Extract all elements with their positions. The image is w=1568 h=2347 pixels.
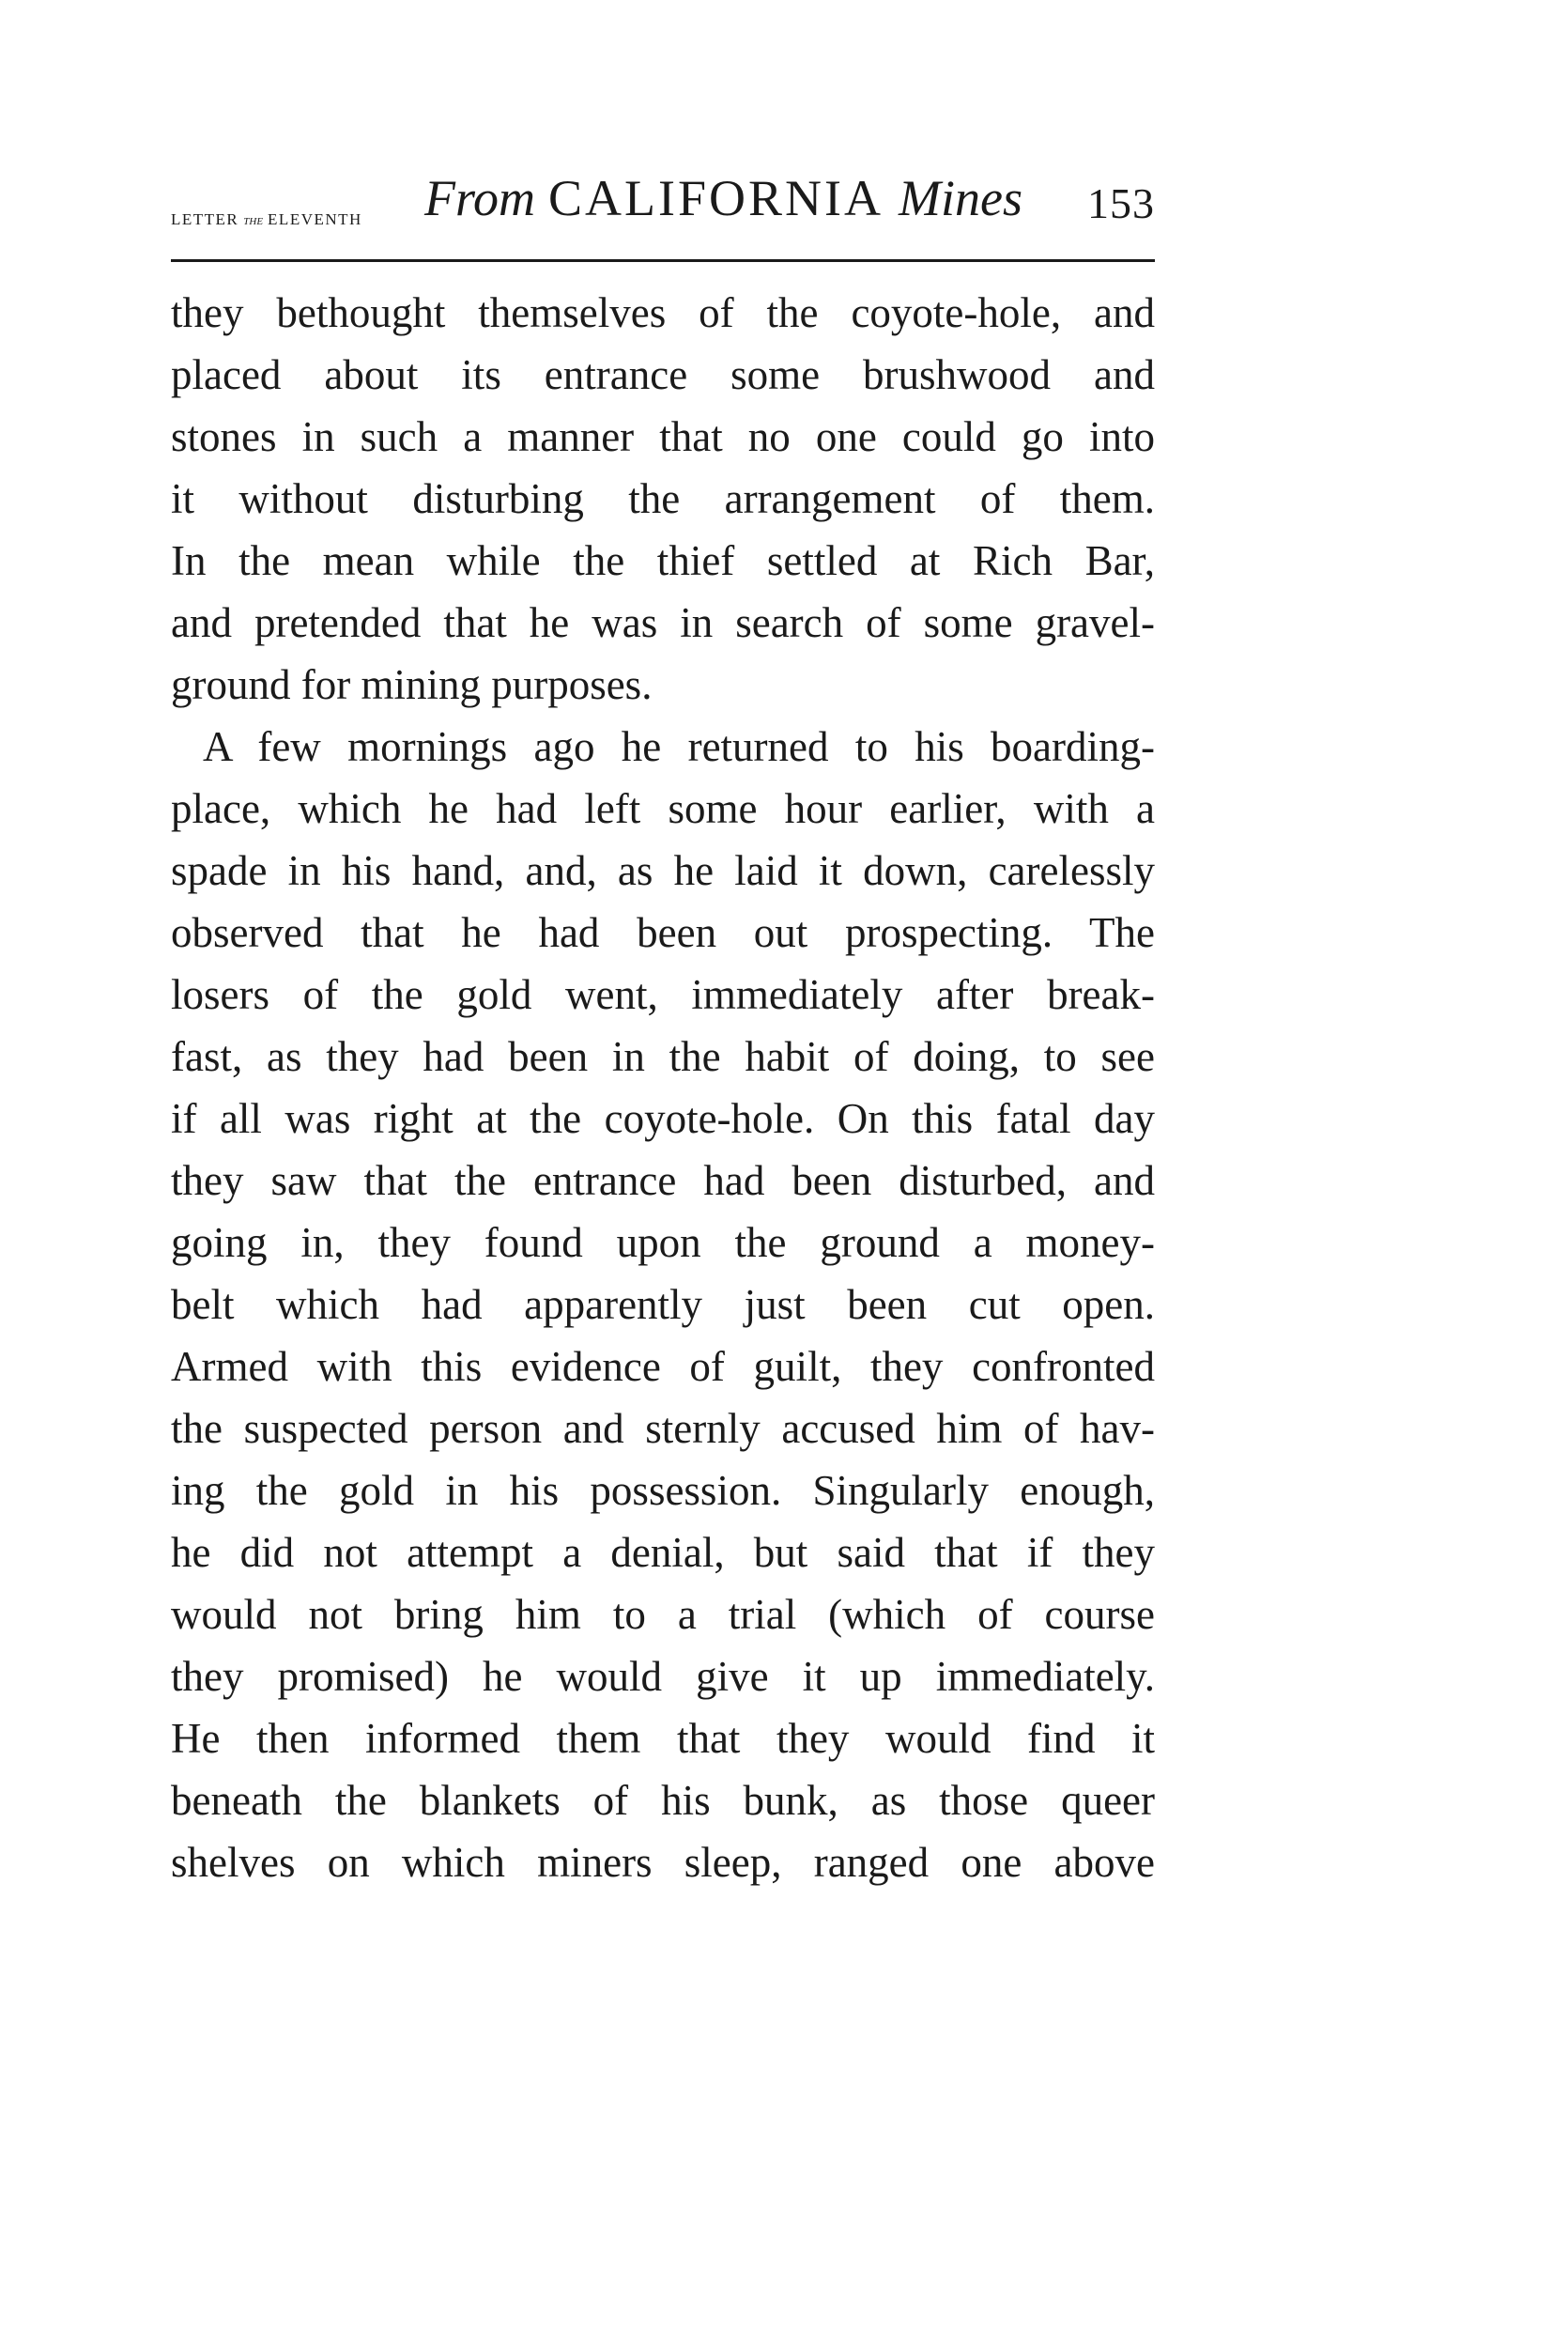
page-number: 153 [1087, 179, 1155, 227]
body-text [171, 282, 1155, 1893]
text-line: shelves on which miners sleep, ranged one above [171, 1839, 1155, 1886]
text-line: losers of the gold went, immediately after break- [171, 971, 1155, 1018]
text-line: they saw that the entrance had been disturbed, and [171, 1157, 1155, 1204]
text-line: spade in his hand, and, as he laid it down, carelessly [171, 847, 1155, 894]
text-line: Armed with this evidence of guilt, they confronted [171, 1343, 1155, 1390]
title-mines: Mines [899, 170, 1022, 226]
text-line: place, which he had left some hour earlier, with a [171, 785, 1155, 832]
text-line: they promised) he would give it up immediately. [171, 1653, 1155, 1700]
running-head-title [424, 170, 1022, 226]
title-california: CALIFORNIA [548, 170, 884, 226]
text-line: he did not attempt a denial, but said that if they [171, 1529, 1155, 1576]
text-line: the suspected person and sternly accused him of hav- [171, 1405, 1155, 1452]
text-line: it without disturbing the arrangement of them. [171, 475, 1155, 522]
header-rule [171, 259, 1155, 262]
text-line: observed that he had been out prospecting. The [171, 909, 1155, 956]
text-line: going in, they found upon the ground a money- [171, 1219, 1155, 1266]
text-line: beneath the blankets of his bunk, as those queer [171, 1777, 1155, 1824]
eleventh-word: ELEVENTH [268, 210, 362, 228]
text-line: ground for mining purposes. [171, 661, 653, 708]
text-line: ing the gold in his possession. Singularly enough, [171, 1467, 1155, 1514]
text-line: they bethought themselves of the coyote-hole, and [171, 289, 1155, 336]
text-line: belt which had apparently just been cut open. [171, 1281, 1155, 1328]
text-line: fast, as they had been in the habit of doing, to see [171, 1033, 1155, 1080]
text-line: would not bring him to a trial (which of course [171, 1591, 1155, 1638]
text-line: if all was right at the coyote-hole. On this fatal day [171, 1095, 1155, 1142]
running-head-letter-label [171, 210, 362, 229]
text-line: stones in such a manner that no one could go into [171, 413, 1155, 460]
text-line: placed about its entrance some brushwood and [171, 351, 1155, 398]
letter-word: LETTER [171, 210, 239, 228]
text-line: In the mean while the thief settled at Rich Bar, [171, 537, 1155, 584]
running-head [171, 170, 1155, 248]
title-from: From [424, 170, 535, 226]
text-line: A few mornings ago he returned to his boarding- [203, 723, 1155, 770]
text-line: He then informed them that they would find it [171, 1715, 1155, 1762]
the-word: the [243, 212, 264, 228]
text-line: and pretended that he was in search of some gravel- [171, 599, 1155, 646]
